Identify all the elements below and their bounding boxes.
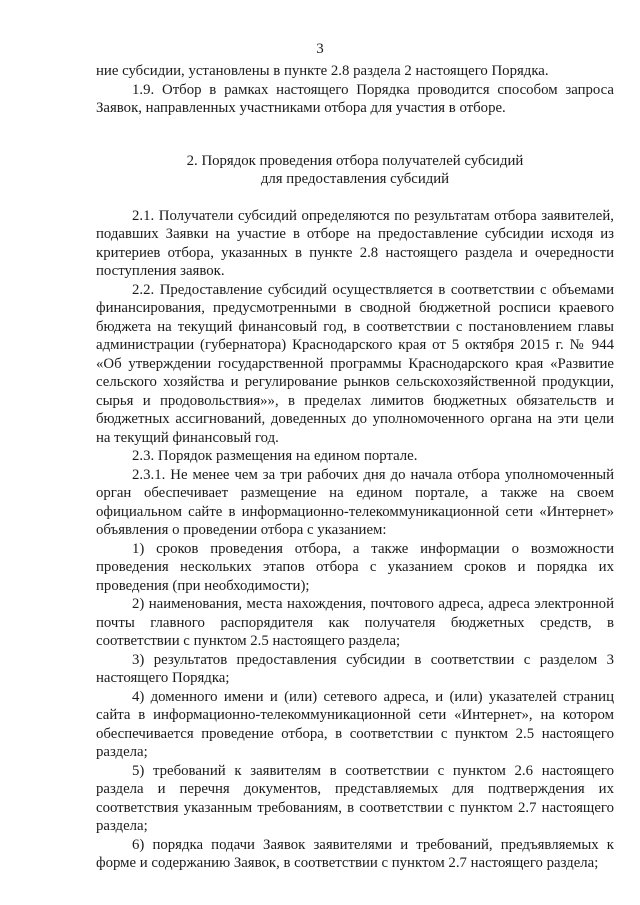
section-2-heading-line-2: для предоставления субсидий (260, 171, 450, 187)
list-item-3: 3) результатов предоставления субсидии в соответствии с разделом 3 настоящего Порядка; (96, 651, 614, 686)
page-number: 3 (316, 41, 324, 57)
list-item-2: 2) наименования, места нахождения, почтового адреса, адреса электронной почты главного распорядителя как получателя бюджетных средств, в соответствии с пунктом 2.5 настоящего раздела; (96, 596, 614, 649)
section-2-heading (96, 152, 614, 189)
document-body (96, 62, 614, 873)
paragraph-2-3-1: 2.3.1. Не менее чем за три рабочих дня до начала отбора уполномоченный орган обеспечивает размещение на едином портале, а также на своем официальном сайте в информационно-телекоммуникационной сети «Интернет» объявления о проведении отбора с указанием: (96, 466, 614, 538)
paragraph-2-2: 2.2. Предоставление субсидий осуществляется в соответствии с объемами финансирования, предусмотренными в сводной бюджетной росписи краевого бюджета на текущий финансовый год, в соответствии с постановлением главы администрации (губернатора) Краснодарского края от 5 октября 2015 г. № 944 «Об утверждении государственной программы Краснодарского края «Развитие сельского хозяйства и регулирование рынков сельскохозяйственной продукции, сырья и продовольствия»», в пределах лимитов бюджетных обязательств и бюджетных ассигнований, доведенных до уполномоченного органа на эти цели на текущий финансовый год. (96, 281, 614, 446)
paragraph-1-8-tail: ние субсидии, установлены в пункте 2.8 раздела 2 настоящего Порядка. (96, 63, 549, 79)
section-2-heading-line-1: 2. Порядок проведения отбора получателей субсидий (186, 152, 524, 169)
paragraph-1-9: 1.9. Отбор в рамках настоящего Порядка проводится способом запроса Заявок, направленных участниками отбора для участия в отборе. (96, 81, 614, 116)
list-item-4: 4) доменного имени и (или) сетевого адреса, и (или) указателей страниц сайта в информационно-телекоммуникационной сети «Интернет», на котором обеспечивается проведение отбора, в соответствии с пунктом 2.5 настоящего раздела; (96, 688, 614, 760)
paragraph-2-1: 2.1. Получатели субсидий определяются по результатам отбора заявителей, подавших Заявки на участие в отборе на предоставление субсидии исходя из критериев отбора, указанных в пункте 2.8 настоящего раздела и очередности поступления заявок. (96, 207, 614, 279)
list-item-1: 1) сроков проведения отбора, а также информации о возможности проведения нескольких этапов отбора с указанием сроков и порядка их проведения (при необходимости); (96, 540, 614, 594)
list-item-5: 5) требований к заявителям в соответствии с пунктом 2.6 настоящего раздела и перечня документов, представляемых для подтверждения их соответствия указанным требованиям, в соответствии с пунктом 2.7 настоящего раздела; (96, 762, 614, 834)
paragraph-2-3: 2.3. Порядок размещения на едином портале. (132, 448, 418, 464)
list-item-6: 6) порядка подачи Заявок заявителями и требований, предъявляемых к форме и содержанию Заявок, в соответствии с пунктом 2.7 настоящего раздела; (96, 836, 614, 871)
